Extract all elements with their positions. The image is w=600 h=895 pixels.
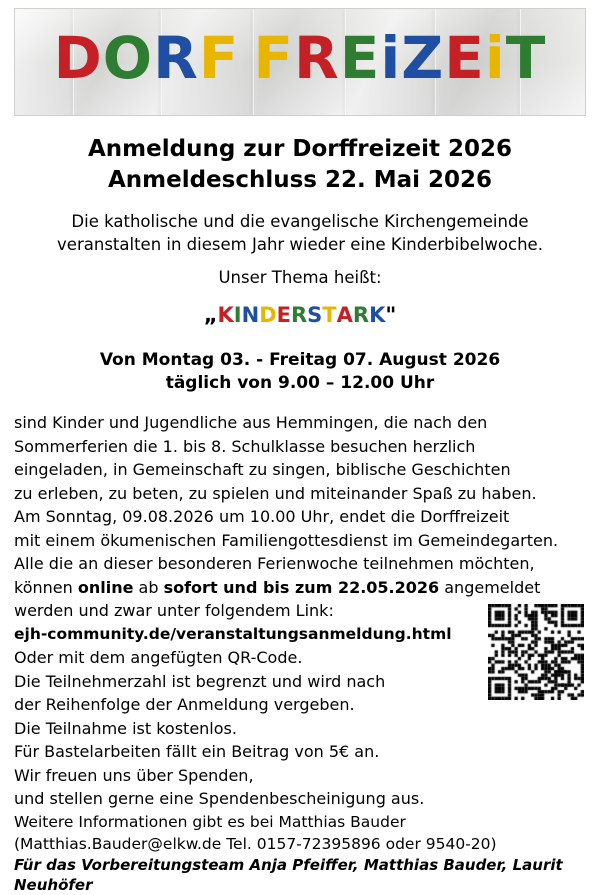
p3-line-1: Oder mit dem angefügten QR-Code. (14, 648, 303, 667)
p1-line-1: sind Kinder und Jugendliche aus Hemmingen, die nach den (14, 413, 488, 432)
signature-line: Für das Vorbereitungsteam Anja Pfeiffer, Matthias Bauder, Laurit Neuhöfer (14, 855, 563, 894)
title-line-1: Anmeldung zur Dorffreizeit 2026 (88, 136, 512, 162)
banner-letter-0: D (53, 24, 103, 92)
theme-open-quote: „ (203, 303, 218, 327)
theme-close-quote: " (385, 303, 397, 327)
p3-line-7: und stellen gerne eine Spendenbescheinigung aus. (14, 789, 425, 808)
p2-line-2-pre: können (14, 577, 78, 597)
contact-info (14, 811, 586, 855)
banner-letter-6: E (339, 24, 381, 92)
p2-line-2-mid: ab (133, 577, 164, 597)
banner-letter-3: F (198, 24, 240, 92)
contact-line-1: Weitere Informationen gibt es bei Matthias Bauder (14, 812, 406, 831)
banner-letter-2: R (153, 24, 199, 92)
p2-line-2-post: angemeldet (439, 577, 541, 597)
page-title (14, 134, 586, 196)
banner-letter-10: i (484, 24, 506, 92)
p3-line-4: Die Teilnahme ist kostenlos. (14, 718, 237, 738)
theme-letter-2: N (241, 303, 260, 327)
theme-letter-3: D (259, 303, 277, 327)
theme-letter-7: T (322, 303, 337, 327)
p2-line-3: werden und zwar unter folgendem Link: (14, 601, 334, 620)
theme-letter-4: E (276, 303, 291, 327)
banner-letter-4: F (253, 24, 295, 92)
banner-letter-8: Z (401, 24, 445, 92)
dates-line-2: täglich von 9.00 – 12.00 Uhr (165, 373, 435, 393)
theme-letter-8: A (336, 303, 353, 327)
event-banner (14, 8, 586, 116)
theme-letter-9: R (352, 303, 370, 327)
intro-line-2: veranstalten in diesem Jahr wieder eine Kinderbibelwoche. (57, 235, 543, 254)
p1-line-6: mit einem ökumenischen Familiengottesdienst im Gemeindegarten. (14, 530, 559, 550)
registration-link[interactable]: ejh-community.de/veranstaltungsanmeldung.html (14, 624, 452, 643)
event-dates (14, 349, 586, 395)
banner-letter-9: E (444, 24, 485, 92)
theme-letter-6: S (307, 303, 323, 327)
p1-line-4: zu erleben, zu beten, zu spielen und miteinander Spaß zu haben. (14, 483, 537, 503)
p3-line-2: Die Teilnehmerzahl ist begrenzt und wird nach (14, 671, 386, 691)
p3-line-5: Für Bastelarbeiten fällt ein Beitrag von 5€ an. (14, 742, 380, 761)
qr-code[interactable] (488, 604, 584, 700)
theme-letter-0: K (217, 303, 234, 327)
theme-letter-1: I (233, 303, 242, 327)
p1-line-2: Sommerferien die 1. bis 8. Schulklasse besuchen herzlich (14, 436, 476, 456)
banner-letter-5: R (294, 24, 340, 92)
dates-line-1: Von Montag 03. - Freitag 07. August 2026 (99, 350, 501, 370)
p1-line-3: eingeladen, in Gemeinschaft zu singen, biblische Geschichten (14, 460, 511, 479)
theme-letter-5: R (291, 303, 308, 327)
p2-deadline-emphasis: sofort und bis zum 22.05.2026 (163, 577, 440, 597)
p2-online-emphasis: online (77, 577, 134, 597)
banner-letter-1: O (102, 24, 154, 92)
p2-line-1: Alle die an dieser besonderen Ferienwoche teilnehmen möchten, (14, 554, 535, 573)
title-line-2: Anmeldeschluss 22. Mai 2026 (107, 167, 493, 193)
banner-letter-7: i (380, 24, 402, 92)
theme-letter-10: K (369, 303, 386, 327)
intro-line-1: Die katholische und die evangelische Kirchengemeinde (71, 212, 529, 231)
qr-code-icon (488, 604, 584, 700)
theme-lead-in: Unser Thema heißt: (218, 268, 382, 287)
p1-line-5: Am Sonntag, 09.08.2026 um 10.00 Uhr, endet die Dorffreizeit (14, 507, 510, 526)
paragraph-1 (14, 411, 586, 552)
contact-line-2: (Matthias.Bauder@elkw.de Tel. 0157-72395896 oder 9540-20) (14, 834, 497, 853)
theme-title (14, 301, 586, 329)
p3-line-3: der Reihenfolge der Anmeldung vergeben. (14, 695, 355, 714)
banner-letter-11: T (505, 24, 547, 92)
banner-title (15, 23, 585, 93)
p3-line-6: Wir freuen uns über Spenden, (14, 765, 254, 785)
intro-text (14, 210, 586, 256)
